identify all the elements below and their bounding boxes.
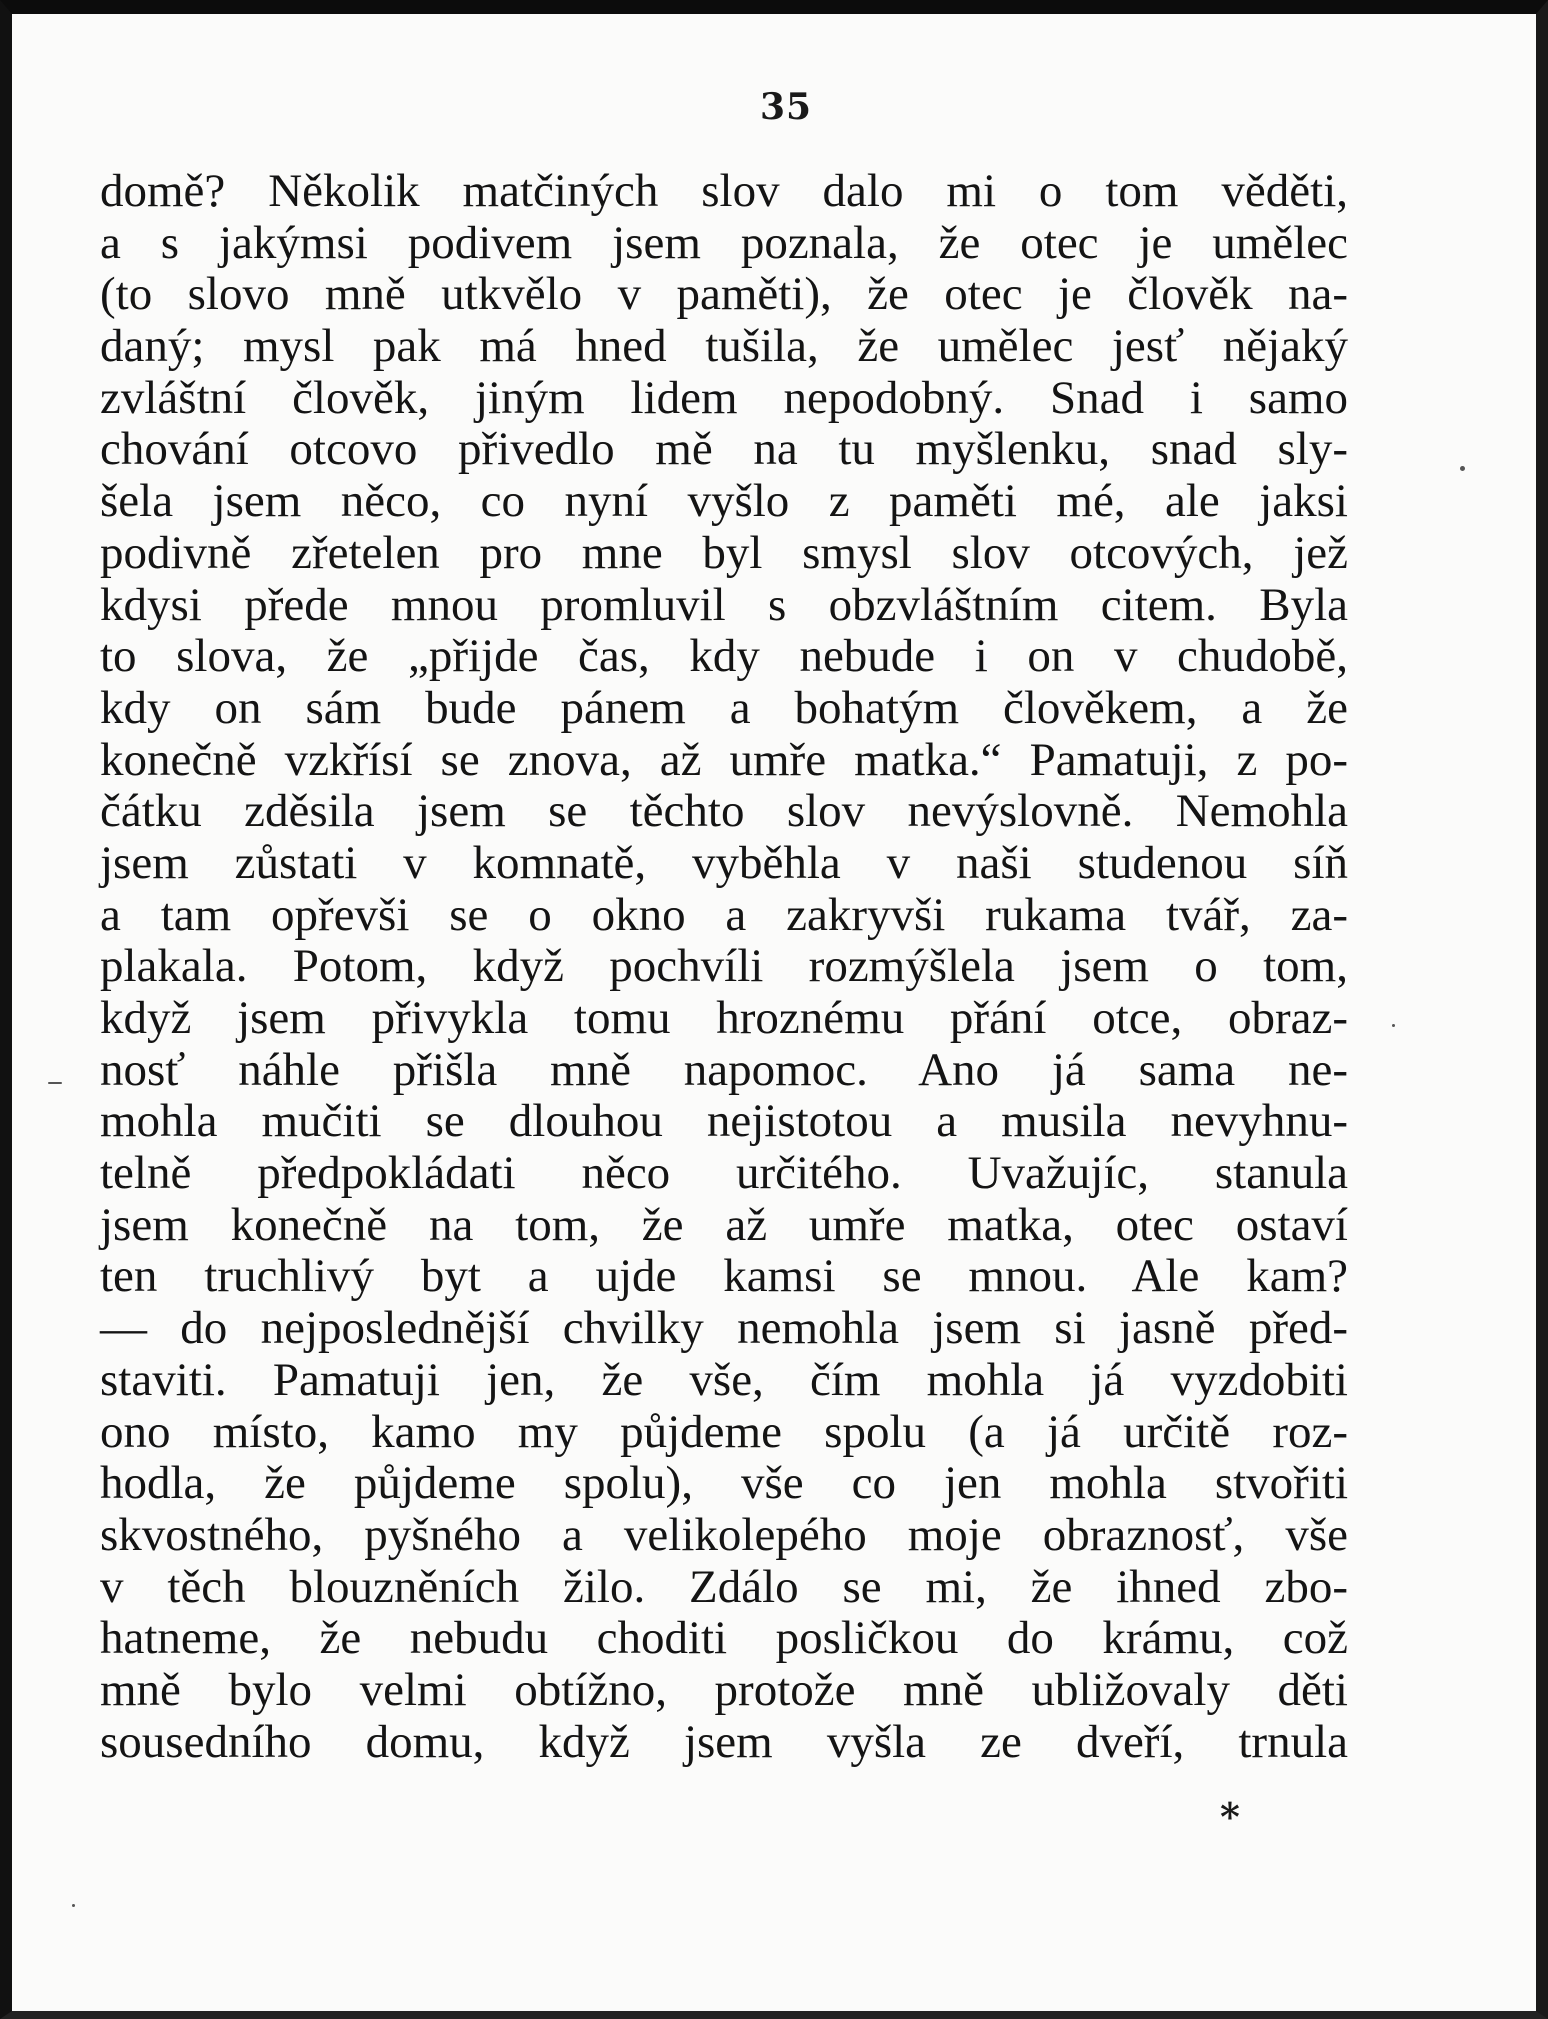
scan-speck [1392,1024,1395,1027]
text-line: chování otcovo přivedlo mě na tu myšlenku, snad sly- [100,423,1348,476]
text-line: skvostného, pyšného a velikolepého moje obraznosť, vše [100,1508,1348,1561]
text-line: mohla mučiti se dlouhou nejistotou a musila nevyhnu- [100,1095,1348,1148]
text-line: když jsem přivykla tomu hroznému přání otce, obraz- [100,992,1348,1044]
text-line: podivně zřetelen pro mne byl smysl slov otcových, jež [100,526,1348,579]
text-line: staviti. Pamatuji jen, že vše, čím mohla já vyzdobiti [100,1353,1348,1406]
text-line: sousedního domu, když jsem vyšla ze dveří, trnula [100,1715,1348,1768]
text-line: — do nejposlednější chvilky nemohla jsem si jasně před- [100,1302,1348,1355]
text-line: plakala. Potom, když pochvíli rozmýšlela jsem o tom, [100,940,1348,993]
page-number: 35 [759,86,813,128]
scan-speck [48,1082,62,1084]
text-line: konečně vzkřísí se znova, až umře matka.“ Pamatuji, z po- [100,733,1348,786]
text-line: šela jsem něco, co nyní vyšlo z paměti mé, ale jaksi [100,475,1348,528]
text-line: kdysi přede mnou promluvil s obzvláštním citem. Byla [100,578,1348,631]
text-line: v těch blouzněních žilo. Zdálo se mi, že ihned zbo- [100,1560,1348,1613]
text-line: kdy on sám bude pánem a bohatým člověkem, a že [100,681,1348,734]
text-line: jsem konečně na tom, že až umře matka, otec ostaví [100,1198,1348,1251]
text-line: a tam opřevši se o okno a zakryvši rukama tvář, za- [100,888,1348,941]
text-line: zvláštní člověk, jiným lidem nepodobný. Snad i samo [100,371,1348,424]
text-line: domě? Několik matčiných slov dalo mi o tom věděti, [100,165,1348,217]
text-line: jsem zůstati v komnatě, vyběhla v naši studenou síň [100,836,1348,889]
text-line: ten truchlivý byt a ujde kamsi se mnou. Ale kam? [100,1250,1348,1303]
text-line: hatneme, že nebudu choditi posličkou do krámu, což [100,1612,1348,1665]
text-line: telně předpokládati něco určitého. Uvažujíc, stanula [100,1147,1348,1200]
text-line: ono místo, kamo my půjdeme spolu (a já určitě roz- [100,1405,1348,1458]
signature-mark: * [1220,1794,1240,1839]
scan-speck [72,1904,75,1907]
text-line: a s jakýmsi podivem jsem poznala, že otec je umělec [100,216,1348,269]
text-line: mně bylo velmi obtížno, protože mně ubližovaly děti [100,1663,1348,1716]
text-line: (to slovo mně utkvělo v paměti), že otec je člověk na- [100,268,1348,321]
text-line: nosť náhle přišla mně napomoc. Ano já sama ne- [100,1043,1348,1096]
scan-speck [1460,466,1465,471]
text-line: daný; mysl pak má hned tušila, že umělec jesť nějaký [100,320,1348,373]
text-line: to slova, že „přijde čas, kdy nebude i on v chudobě, [100,630,1348,683]
text-line: hodla, že půjdeme spolu), vše co jen mohla stvořiti [100,1457,1348,1510]
text-line: čátku zděsila jsem se těchto slov nevýslovně. Nemohla [100,785,1348,838]
body-text [100,166,1348,1768]
